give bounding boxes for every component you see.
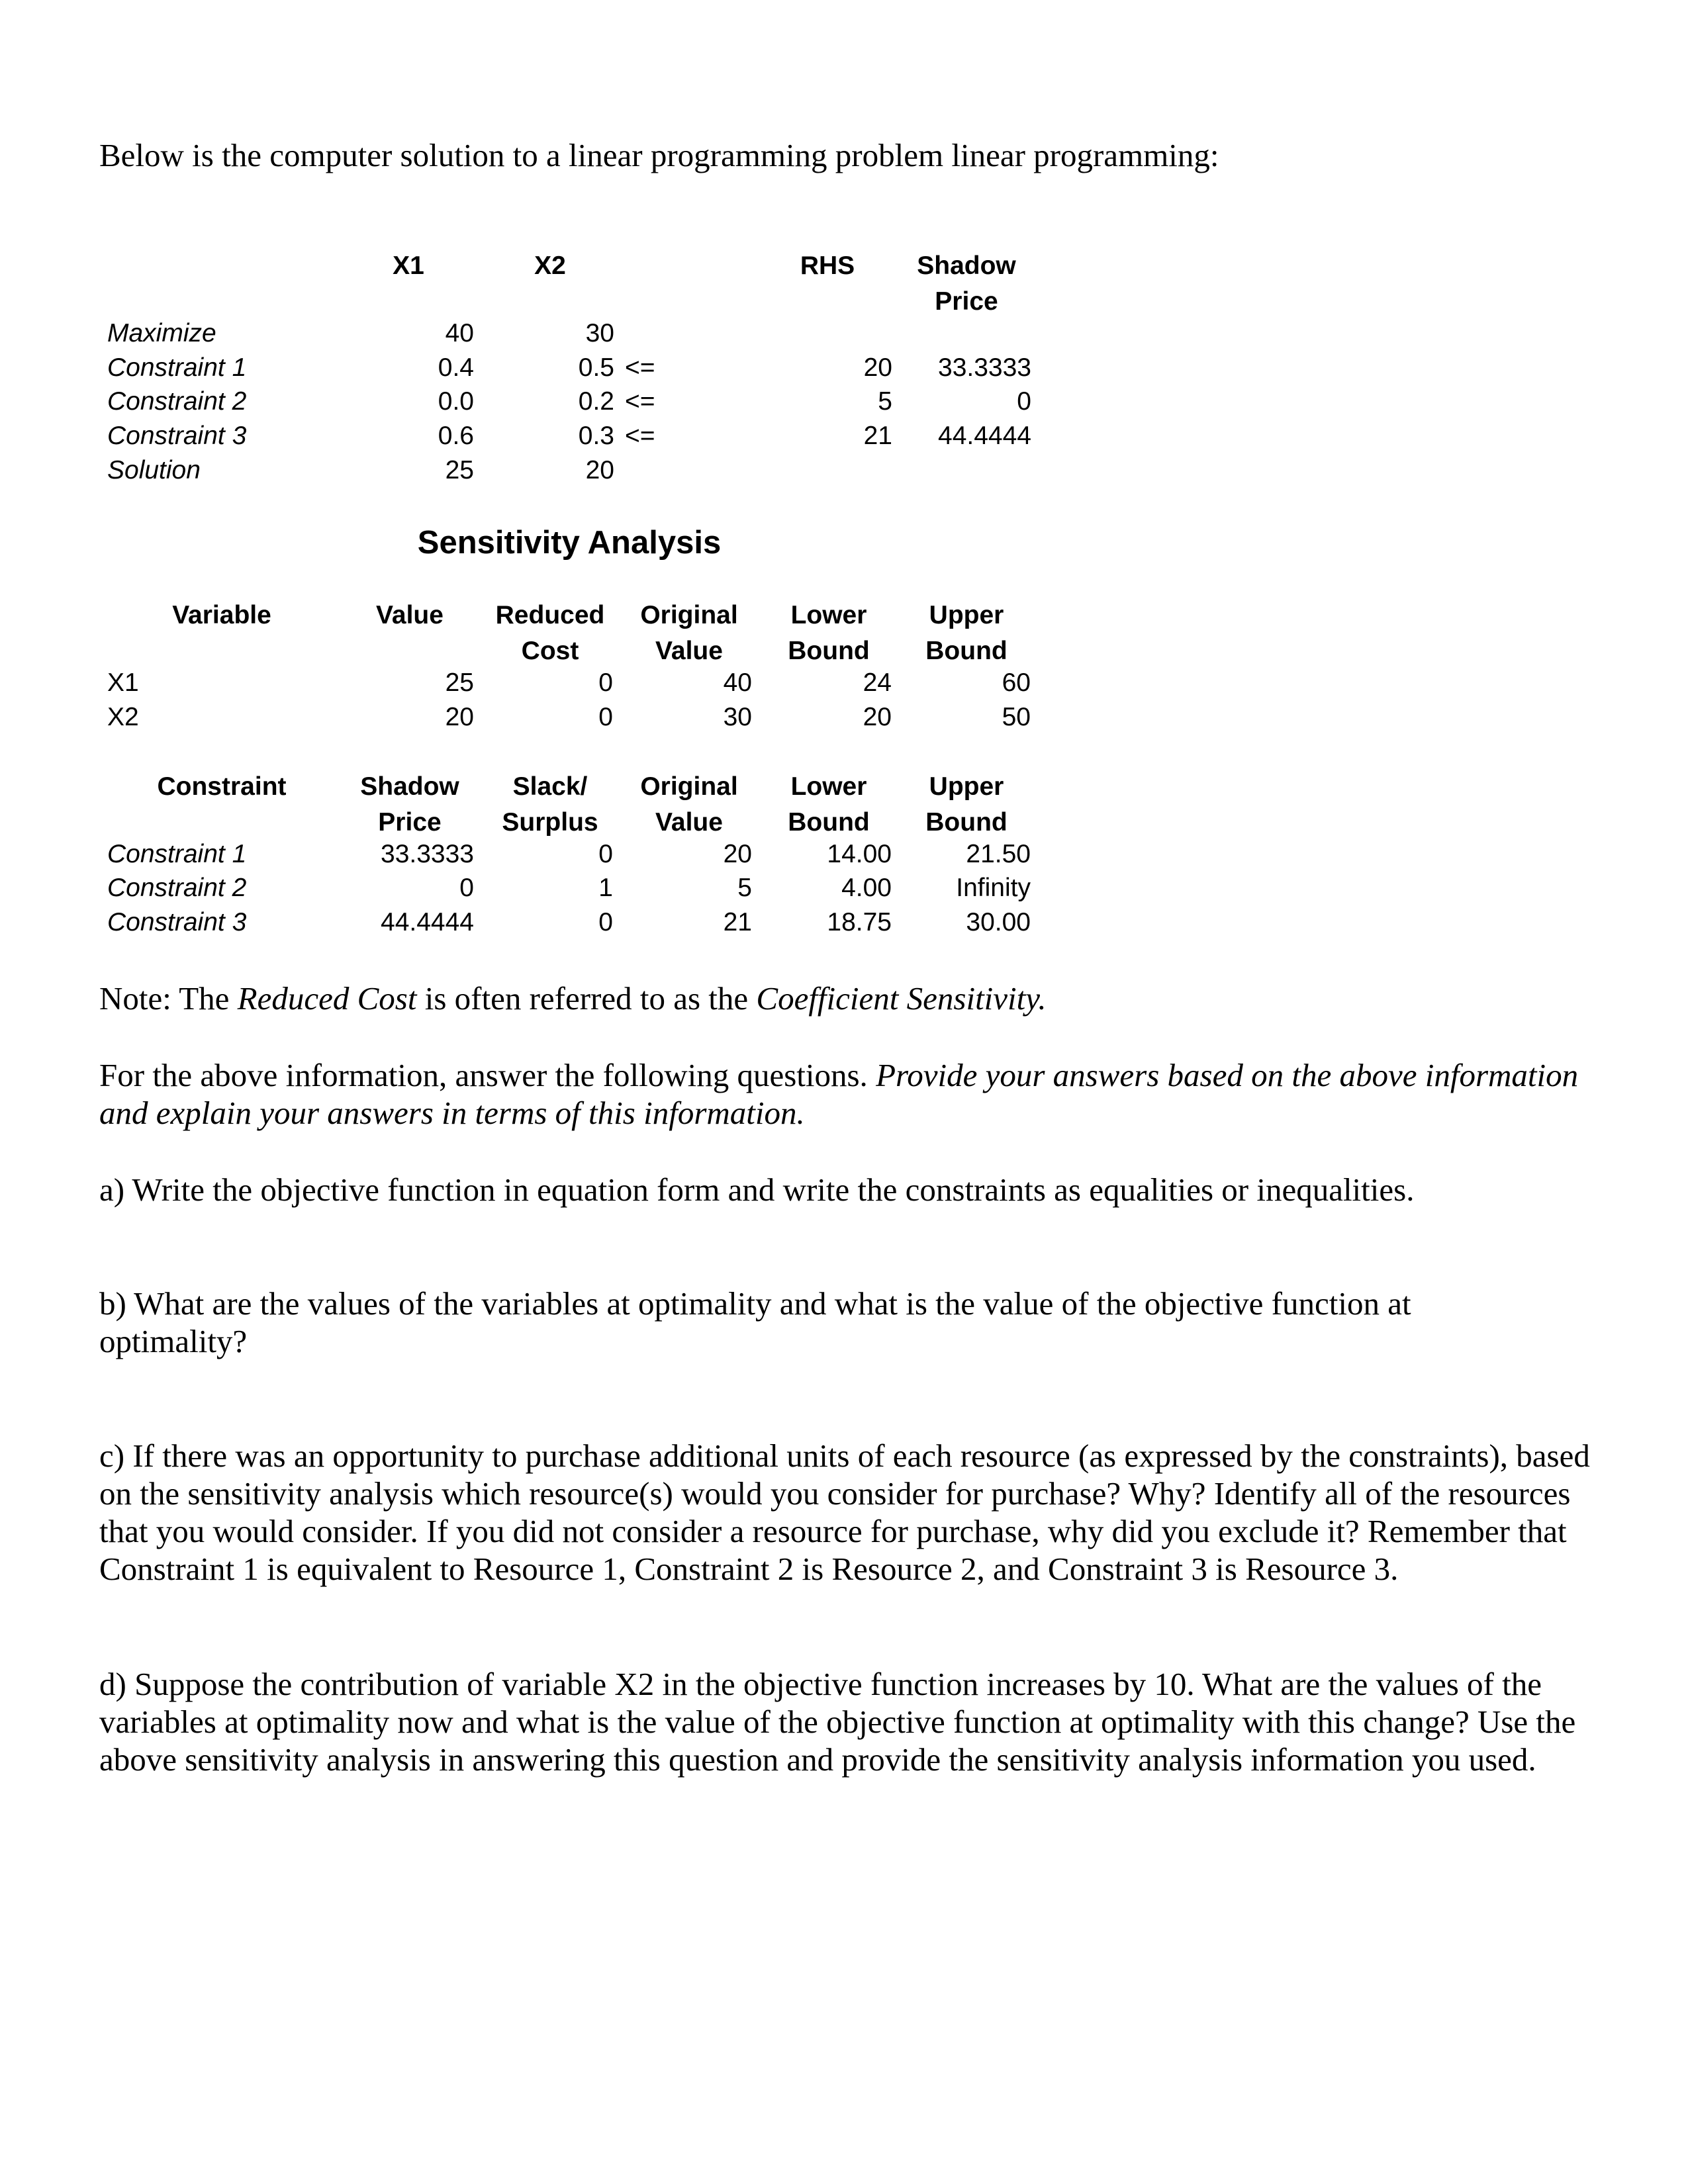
row-label: X2 (107, 703, 139, 731)
rhs-value: 21 (863, 422, 892, 450)
x2-coefficient: 20 (585, 456, 614, 484)
column-header: Upper (929, 772, 1004, 801)
x2-coefficient: 0.2 (578, 387, 614, 416)
table-cell: 25 (445, 668, 474, 697)
x1-coefficient: 0.0 (438, 387, 474, 416)
table-cell: 30 (723, 703, 752, 731)
rhs-value: 5 (878, 387, 892, 416)
row-label: Solution (107, 456, 201, 484)
table-cell: 30.00 (966, 908, 1031, 936)
table-cell: 50 (1002, 703, 1031, 731)
note-text: Note: The (99, 980, 238, 1017)
instructions-text: For the above information, answer the following questions. (99, 1057, 876, 1093)
shadow-price: 33.3333 (938, 353, 1031, 382)
instructions-emphasis: Provide your answers based on the above information and explain your answers in terms of this information. (99, 1057, 1579, 1131)
question-b: b) What are the values of the variables at optimality and what is the value of the objective function at optimality? (99, 1285, 1411, 1359)
table-cell: 33.3333 (381, 840, 474, 868)
table-cell: 0 (598, 703, 613, 731)
table-cell: 20 (445, 703, 474, 731)
row-label: X1 (107, 668, 139, 697)
table-cell: 44.4444 (381, 908, 474, 936)
table-cell: Infinity (956, 874, 1031, 902)
column-header: Lower (790, 772, 867, 801)
table-cell: 24 (863, 668, 892, 697)
column-header: Constraint (157, 772, 287, 801)
instructions (99, 1056, 1595, 1132)
intro-text: Below is the computer solution to a linear programming problem linear programming: (99, 137, 1219, 173)
column-header: Value (376, 601, 444, 629)
x1-coefficient: 0.6 (438, 422, 474, 450)
column-header: Original (640, 601, 738, 629)
question-c: c) If there was an opportunity to purchase additional units of each resource (as expressed by the constraints), based on the sensitivity analysis which resource(s) would you consider for purchase? Why? Identify all of the resources that you would consider. If you did not consider a resource for purchase, why did you exclude it? Remember that Constraint 1 is equivalent to Resource 1, Constraint 2 is Resource 2, and Constraint 3 is Resource 3. (99, 1437, 1590, 1587)
table-cell: 1 (598, 874, 613, 902)
row-label: Constraint 3 (107, 422, 247, 450)
table-cell: 60 (1002, 668, 1031, 697)
header-shadow-price: Price (935, 287, 998, 316)
column-header: Value (655, 637, 723, 665)
note-term-reduced-cost: Reduced Cost (237, 980, 417, 1017)
row-label: Constraint 2 (107, 874, 247, 902)
note (99, 979, 1595, 1017)
table-cell: 40 (723, 668, 752, 697)
note-term-coefficient-sensitivity: Coefficient Sensitivity. (756, 980, 1047, 1017)
table-cell: 0 (459, 874, 474, 902)
inequality-sign: <= (625, 353, 655, 382)
table-cell: 0 (598, 908, 613, 936)
question-a: a) Write the objective function in equation form and write the constraints as equalities or inequalities. (99, 1171, 1415, 1208)
column-header: Shadow (360, 772, 459, 801)
table-cell: 4.00 (841, 874, 892, 902)
table-cell: 14.00 (827, 840, 892, 868)
header-x2: X2 (534, 251, 566, 280)
column-header: Slack/ (512, 772, 588, 801)
table-cell: 20 (863, 703, 892, 731)
column-header: Value (655, 808, 723, 837)
column-header: Cost (521, 637, 579, 665)
header-x1: X1 (393, 251, 424, 280)
table-cell: 18.75 (827, 908, 892, 936)
table-cell: 21 (723, 908, 752, 936)
column-header: Lower (790, 601, 867, 629)
x2-coefficient: 0.5 (578, 353, 614, 382)
inequality-sign: <= (625, 387, 655, 416)
row-label: Maximize (107, 319, 216, 347)
shadow-price: 44.4444 (938, 422, 1031, 450)
table-cell: 0 (598, 840, 613, 868)
table-cell: 5 (737, 874, 752, 902)
header-shadow-price: Shadow (917, 251, 1016, 280)
shadow-price: 0 (1017, 387, 1031, 416)
column-header: Surplus (502, 808, 598, 837)
column-header: Upper (929, 601, 1004, 629)
row-label: Constraint 2 (107, 387, 247, 416)
column-header: Variable (172, 601, 271, 629)
x2-coefficient: 30 (585, 319, 614, 347)
column-header: Bound (925, 808, 1008, 837)
column-header: Bound (788, 808, 870, 837)
column-header: Price (378, 808, 442, 837)
row-label: Constraint 1 (107, 353, 247, 382)
inequality-sign: <= (625, 422, 655, 450)
x2-coefficient: 0.3 (578, 422, 614, 450)
header-rhs: RHS (800, 251, 855, 280)
row-label: Constraint 3 (107, 908, 247, 936)
x1-coefficient: 40 (445, 319, 474, 347)
table-cell: 21.50 (966, 840, 1031, 868)
column-header: Bound (788, 637, 870, 665)
x1-coefficient: 25 (445, 456, 474, 484)
note-text: is often referred to as the (416, 980, 757, 1017)
row-label: Constraint 1 (107, 840, 247, 868)
column-header: Bound (925, 637, 1008, 665)
column-header: Reduced (495, 601, 605, 629)
rhs-value: 20 (863, 353, 892, 382)
table-cell: 0 (598, 668, 613, 697)
question-d: d) Suppose the contribution of variable X2 in the objective function increases by 10. What are the values of the variables at optimality now and what is the value of the objective function at optimality with this change? Use the above sensitivity analysis in answering this question and provide the sensitivity analysis information you used. (99, 1666, 1576, 1778)
table-cell: 20 (723, 840, 752, 868)
column-header: Original (640, 772, 738, 801)
sensitivity-title: Sensitivity Analysis (417, 525, 722, 561)
x1-coefficient: 0.4 (438, 353, 474, 382)
